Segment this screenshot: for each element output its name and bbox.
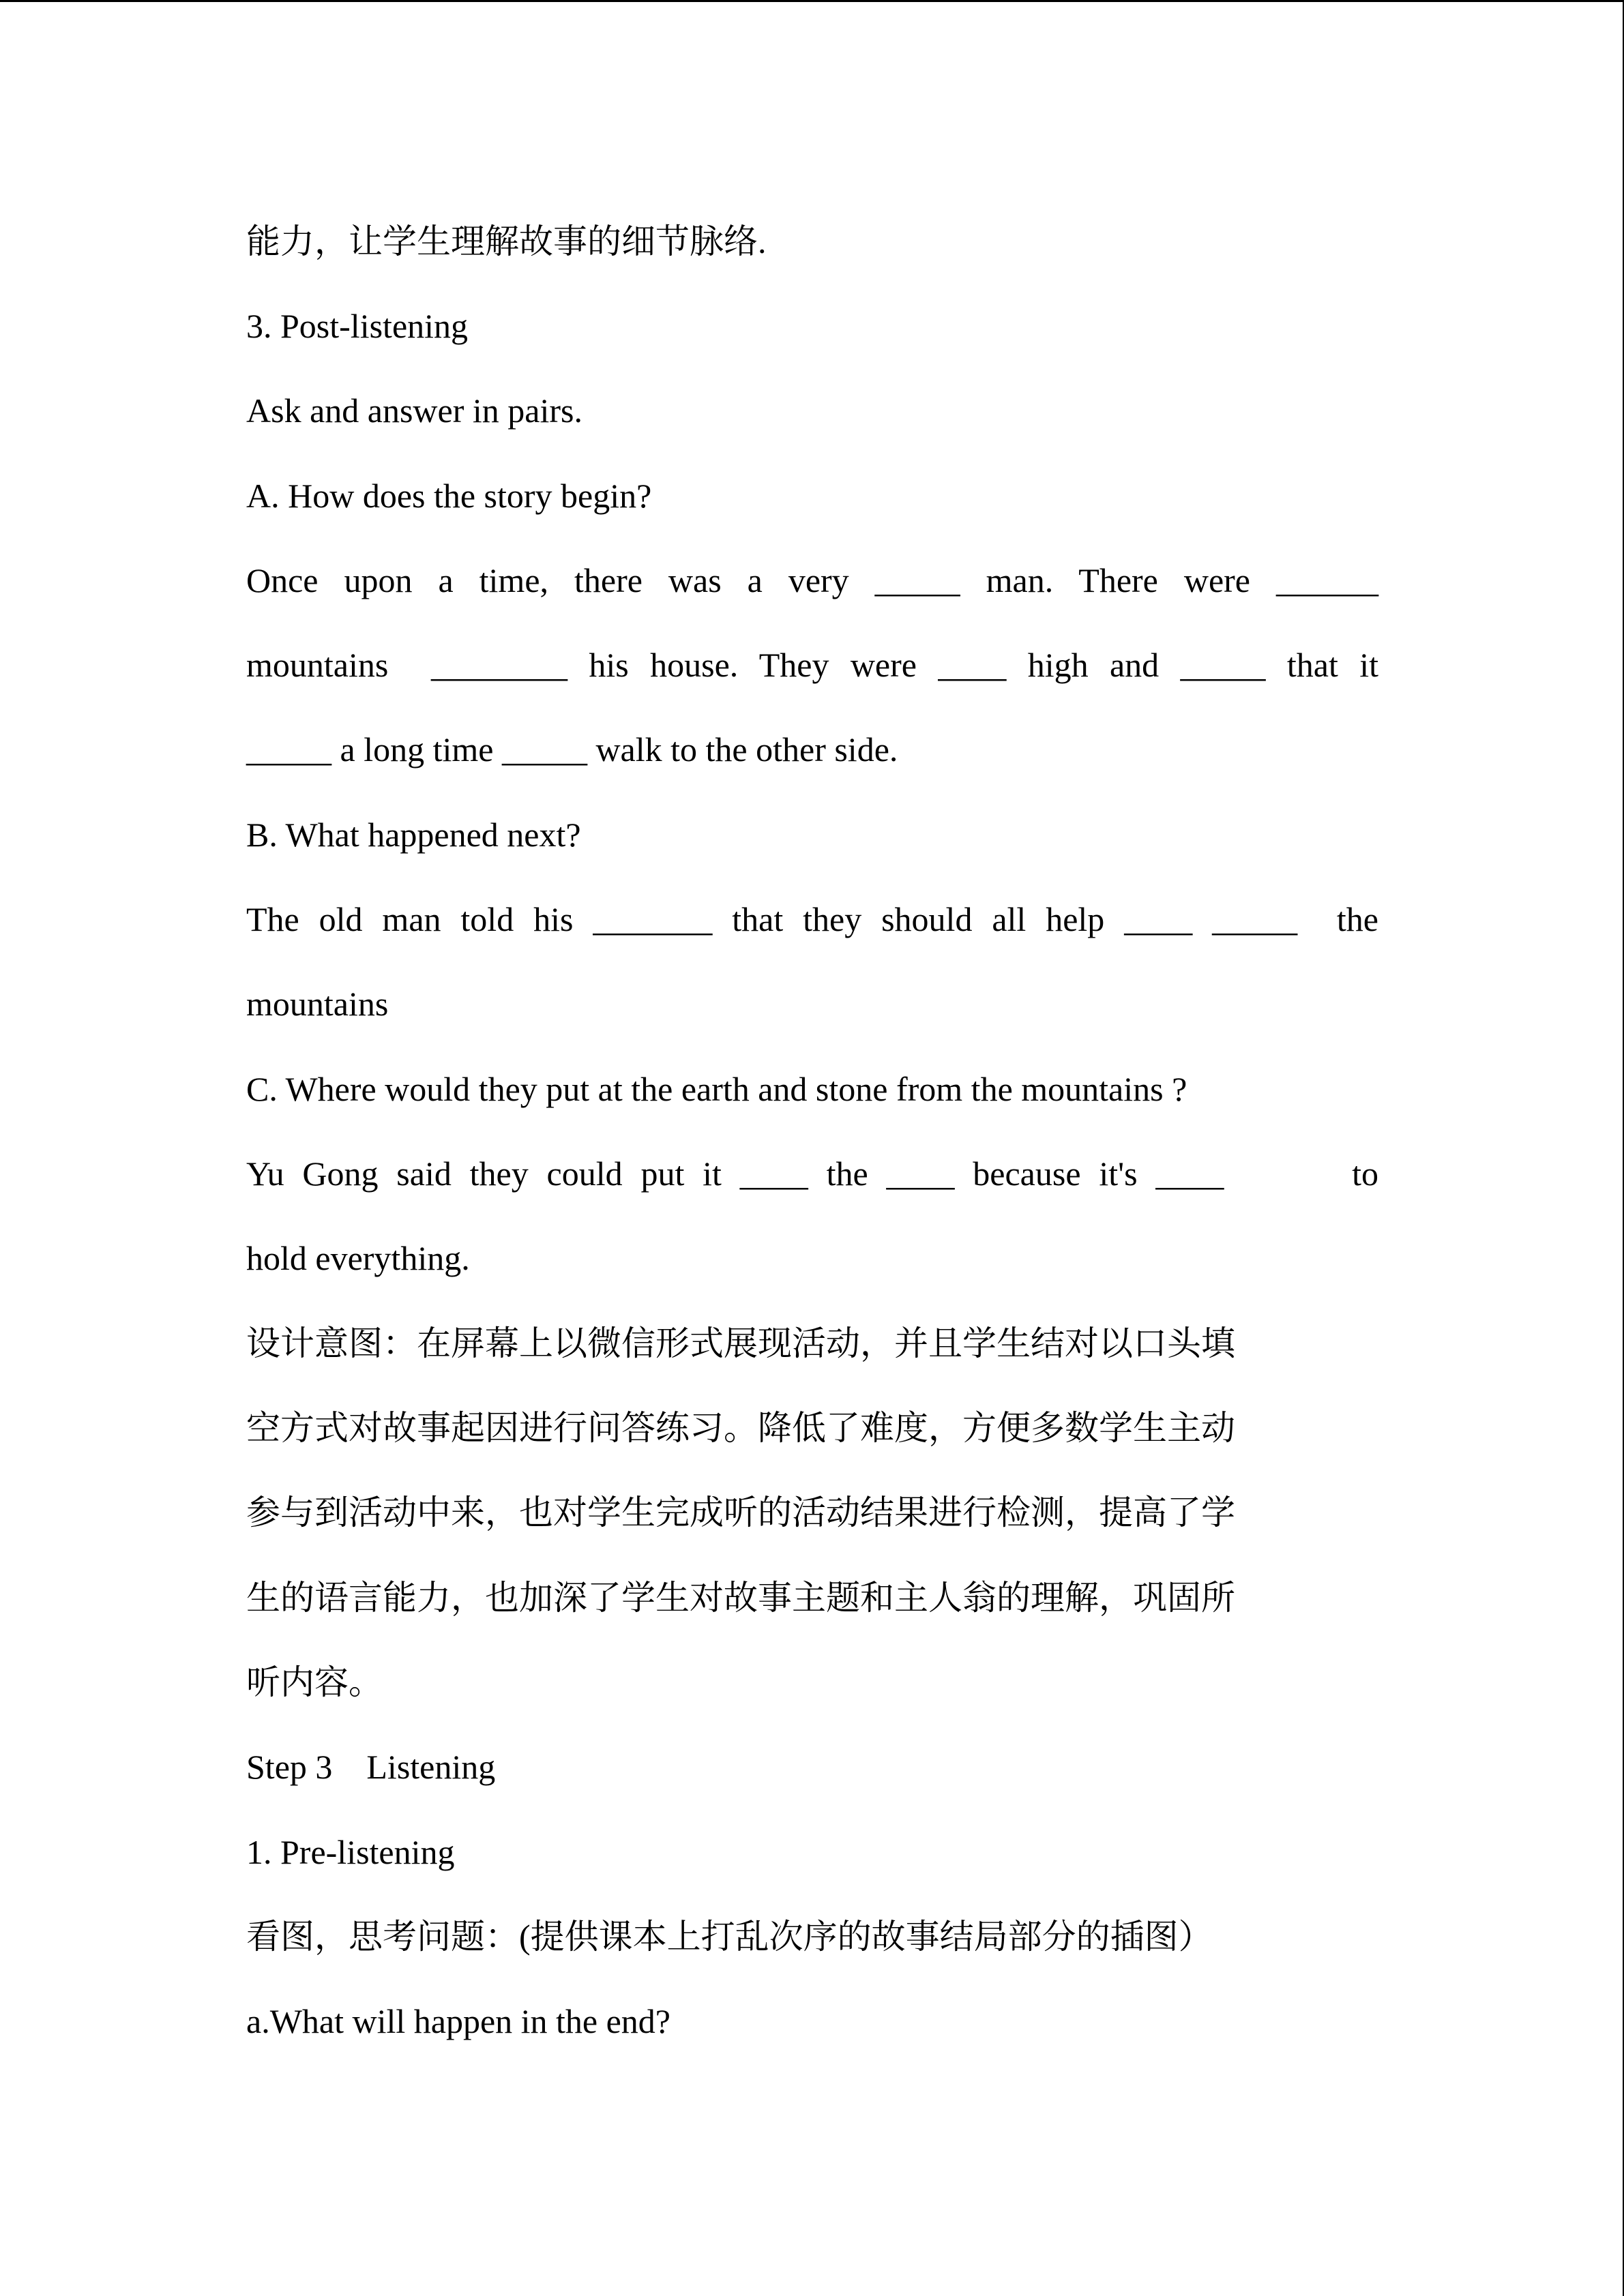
fill-blank-line: The old man told his _______ that they should all help ____ _____ the <box>246 900 1378 938</box>
text-line: hold everything. <box>246 1239 470 1277</box>
text-line: Ask and answer in pairs. <box>246 391 582 430</box>
design-intent-text: 生的语言能力，也加深了学生对故事主题和主人翁的理解，巩固所 <box>246 1579 1235 1617</box>
question-line: a.What will happen in the end? <box>246 2002 670 2040</box>
section-heading: 1. Pre-listening <box>246 1833 455 1871</box>
fill-blank-line: Yu Gong said they could put it ____ the ____ because it's ____ to <box>246 1154 1378 1193</box>
design-intent-text: 听内容。 <box>246 1663 383 1701</box>
fill-blank-line: _____ a long time _____ walk to the other side. <box>246 730 898 769</box>
design-intent-text: 设计意图：在屏幕上以微信形式展现活动，并且学生结对以口头填 <box>246 1324 1235 1362</box>
question-heading: B. What happened next? <box>246 816 581 854</box>
fill-blank-line: Once upon a time, there was a very _____ man. There were ______ <box>246 561 1378 599</box>
question-heading: C. Where would they put at the earth and stone from the mountains ? <box>246 1070 1187 1108</box>
section-heading: 3. Post-listening <box>246 307 469 345</box>
text-line: mountains <box>246 985 389 1023</box>
step-heading: Step 3 Listening <box>246 1748 496 1786</box>
text-line: 看图，思考问题：(提供课本上打乱次序的故事结局部分的插图） <box>246 1918 1213 1956</box>
text-line: 能力，让学生理解故事的细节脉络. <box>246 222 767 260</box>
design-intent-text: 空方式对故事起因进行问答练习。降低了难度，方便多数学生主动 <box>246 1409 1235 1447</box>
question-heading: A. How does the story begin? <box>246 477 652 515</box>
design-intent-text: 参与到活动中来，也对学生完成听的活动结果进行检测，提高了学 <box>246 1493 1235 1532</box>
fill-blank-line: mountains ________ his house. They were ____ high and _____ that it <box>246 646 1378 684</box>
